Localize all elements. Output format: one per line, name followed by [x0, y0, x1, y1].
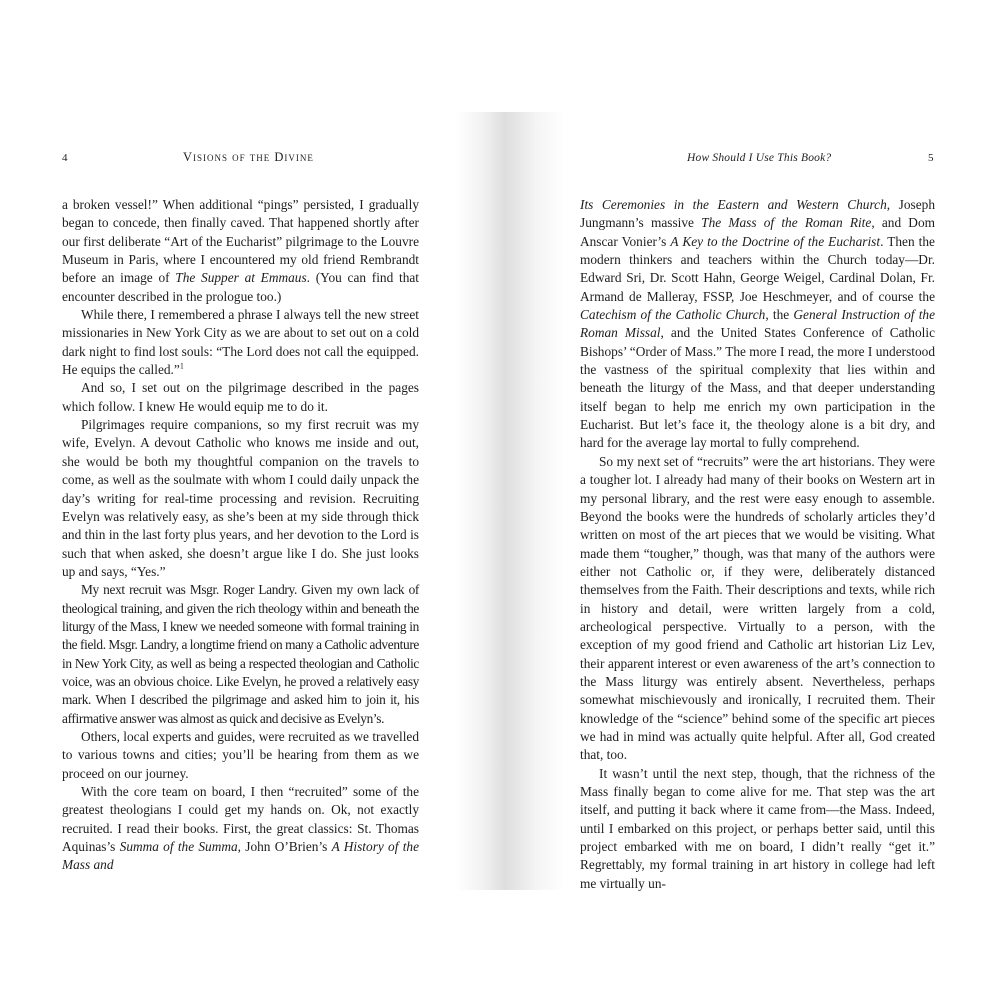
paragraph: Pilgrimages require companions, so my first recruit was my wife, Evelyn. A devout Catholic who knows me inside and out, she would be both my thoughtful companion on the travels to come, as well as the soulmate with whom I could daily unpack the day’s writing for real-time processing and revision. Recruiting Evelyn was relatively easy, as she’s been at my side through thick and thin in the last forty plus years, and her devotion to the Lord is such that when asked, she doesn’t argue like I do. She just looks up and says, “Yes.” — [62, 417, 419, 579]
paragraph: And so, I set out on the pilgrimage described in the pages which follow. I knew He would equip me to do it. — [62, 380, 419, 414]
paragraph: a broken vessel!” When additional “pings” persisted, I gradually began to concede, then finally caved. That happened shortly after our first deliberate “Art of the Eucharist” pilgrimage to the Louvre Museum in Paris, where I encountered my old friend Rembrandt before an image of The Supper at Emmaus. (You can find that encounter described in the prologue too.) — [62, 197, 419, 304]
page-number-right: 5 — [928, 152, 934, 164]
left-page-body — [62, 196, 419, 875]
running-head-right: How Should I Use This Book? — [687, 152, 832, 164]
page-number-left: 4 — [62, 152, 68, 164]
paragraph: So my next set of “recruits” were the art historians. They were a tougher lot. I already had many of their books on Western art in my personal library, and the rest were easy enough to assemble. Beyond the books were the hundreds of scholarly articles they’d written on most of the art pieces that we would be visiting. What made them “tougher,” though, was that many of the authors were either not Catholic or, if they were, deliberately distanced themselves from the Faith. Their descriptions and texts, while rich in history and detail, were written largely from a cold, archeological perspective. Virtually to a person, with the exception of my good friend and Catholic art historian Liz Lev, their apparent interest or even awareness of the art’s connection to the Mass liturgy was entirely absent. Nevertheless, perhaps somewhat mischievously and ironically, I recruited them. Their knowledge of the “science” behind some of the specific art pieces we had in mind was actually quite helpful. After all, God created that, too. — [580, 453, 935, 763]
paragraph: My next recruit was Msgr. Roger Landry. Given my own lack of theological training, and given the rich theology within and beneath the liturgy of the Mass, I knew we needed someone with formal training in the field. Msgr. Landry, a longtime friend on many a Catholic adventure in New York City, as well as being a respected theologian and Catholic voice, was an obvious choice. Like Evelyn, he proved a relatively easy mark. When I described the pilgrimage and asked him to join it, his affirmative answer was almost as quick and decisive as Evelyn’s. — [62, 582, 419, 726]
paragraph: It wasn’t until the next step, though, that the richness of the Mass finally began to come alive for me. That step was the art itself, and putting it back where it came from—the Mass. Indeed, until I embarked on this project, or perhaps better said, until this project embarked with me on board, I didn’t really “get it.” Regrettably, my formal training in art history in college had left me virtually un- — [580, 765, 935, 891]
right-page-body — [580, 196, 935, 893]
running-head-left: Visions of the Divine — [183, 150, 314, 164]
paragraph: With the core team on board, I then “recruited” some of the greatest theologians I could get my hands on. Ok, not exactly recruited. I read their books. First, the great classics: St. Thomas Aquinas’s Summa of the Summa, John O’Brien’s A History of the Mass and — [62, 784, 419, 873]
gutter-shadow — [455, 112, 565, 890]
paragraph: Its Ceremonies in the Eastern and Western Church, Joseph Jungmann’s massive The Mass of the Roman Rite, and Dom Anscar Vonier’s A Key to the Doctrine of the Eucharist. Then the modern thinkers and teachers within the Church today—Dr. Edward Sri, Dr. Scott Hahn, George Weigel, Cardinal Dolan, Fr. Armand de Malleray, FSSP, Joe Heschmeyer, and of course the Catechism of the Catholic Church, the General Instruction of the Roman Missal, and the United States Conference of Catholic Bishops’ “Order of Mass.” The more I read, the more I understood the vastness of the spiritual complexity that lies within and beneath the liturgy of the Mass, and that deeper understanding itself began to help me enrich my own participation in the Eucharist. But let’s face it, the theology alone is a bit dry, and hard for the average lay mortal to fully comprehend. — [580, 197, 936, 451]
paragraph: Others, local experts and guides, were recruited as we travelled to various towns and cities; you’ll be hearing from them as we proceed on our journey. — [62, 728, 419, 781]
paragraph: While there, I remembered a phrase I always tell the new street missionaries in New York City as we are about to set out on a cold dark night to find lost souls: “The Lord does not call the equipped. He equips the called.”$^1$ — [62, 307, 419, 378]
